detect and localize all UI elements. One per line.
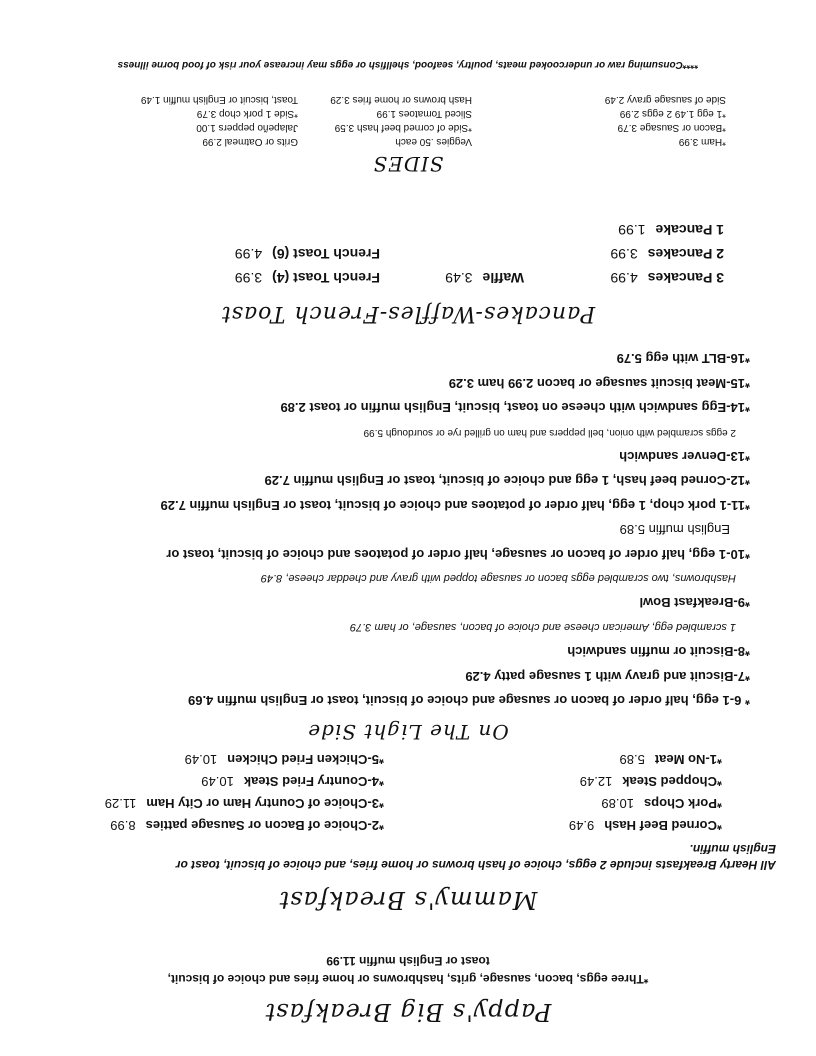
item-price: 10.49 <box>184 752 218 767</box>
mammys-intro-line1: All Hearty Breakfasts include 2 eggs, choice of hash browns or home fries, and choice of biscuit, toast or <box>175 858 776 872</box>
light-item-7: *7-Biscuit and gravy with 1 sausage patty 4.29 <box>465 668 750 684</box>
light-item-16: *16-BLT with egg 5.79 <box>616 351 750 367</box>
pancakes-col2 <box>445 266 524 290</box>
food-safety-warning: ****Consuming raw or undercooked meats, poultry, seafood, shellfish or eggs may increase your risk of food borne illness <box>117 59 699 70</box>
side-item: Toast, biscuit or English muffin 1.49 <box>140 94 298 105</box>
side-item: *Bacon or Sausage 3.79 <box>617 122 726 133</box>
pancake-item <box>610 266 724 290</box>
item-price: 10.89 <box>601 796 634 811</box>
light-item-13: *13-Denver sandwich <box>619 448 750 464</box>
item-name: 1 Pancake <box>655 222 724 238</box>
light-item-12: *12-Corned beef hash, 1 egg and choice of biscuit, toast or English muffin 7.29 <box>264 473 750 489</box>
side-item: *Side 1 pork chop 3.79 <box>196 108 298 119</box>
mammys-item <box>569 792 722 814</box>
mammys-left-list <box>569 748 722 836</box>
light-item-8: *8-Biscuit or muffin sandwich <box>567 644 750 660</box>
side-item: Sliced Tomatoes 1.99 <box>376 108 472 119</box>
item-name: 3 Pancakes <box>647 270 724 286</box>
item-name: *1-No Meat <box>654 752 722 767</box>
item-price: 9.49 <box>568 818 595 833</box>
pancakes-col3 <box>235 242 380 290</box>
item-price: 10.49 <box>201 774 234 789</box>
light-item-11: *11-1 pork chop, 1 egg, half order of potatoes and choice of biscuit, toast or English muffin 7.29 <box>160 497 750 513</box>
pancake-item <box>610 242 724 266</box>
item-price: 12.49 <box>579 774 613 789</box>
mammys-right-list <box>105 748 384 836</box>
pappys-line2: toast or English muffin 11.99 <box>326 954 490 968</box>
side-item: *Ham 3.99 <box>678 136 726 147</box>
mammys-item <box>105 748 384 770</box>
item-price: 3.99 <box>234 270 263 286</box>
french-toast-item <box>235 266 380 290</box>
light-title: On The Light Side <box>307 720 509 744</box>
pappys-line1: *Three eggs, bacon, sausage, grits, hashbrowns or home fries and choice of biscuit, <box>167 972 649 986</box>
item-price: 1.99 <box>618 222 646 238</box>
light-item-13-desc: 2 eggs scrambled with onion, bell peppers and ham on grilled rye or sourdough 5.99 <box>363 426 736 438</box>
item-price: 3.99 <box>610 246 638 262</box>
side-item: Side of sausage gravy 2.49 <box>604 94 726 105</box>
waffle-item <box>445 266 524 290</box>
pancake-item <box>610 218 724 242</box>
item-price: 4.99 <box>234 246 263 262</box>
light-list <box>30 346 750 712</box>
light-item-10-line1: *10-1 egg, half order of bacon or sausage, half order of potatoes and choice of biscuit, toast or <box>166 546 750 562</box>
mammys-item <box>569 770 722 792</box>
mammys-item <box>105 814 384 836</box>
sides-col3 <box>141 92 298 148</box>
side-item: Jalapeño peppers 1.00 <box>196 122 298 133</box>
item-name: *2-Choice of Bacon or Sausage patties <box>145 818 384 833</box>
item-name: *4-Country Fried Steak <box>243 774 384 789</box>
item-price: 8.99 <box>110 818 136 833</box>
light-item-6: * 6-1 egg, half order of bacon or sausage and choice of biscuit, toast or English muffin 4.69 <box>188 693 750 708</box>
sides-col1 <box>605 92 726 148</box>
side-item: Veggies .50 each <box>395 136 472 147</box>
light-item-9: *9-Breakfast Bowl <box>639 595 750 611</box>
pappys-title: Pappy's Big Breakfast <box>264 998 552 1026</box>
item-name: Waffle <box>482 270 524 286</box>
item-name: *Chopped Steak <box>622 774 722 789</box>
side-item: *1 egg 1.49 2 eggs 2.99 <box>619 108 726 119</box>
light-item-14: *14-Egg sandwich with cheese on toast, biscuit, English muffin or toast 2.89 <box>280 400 750 416</box>
light-item-8-desc: 1 scrambled egg, American cheese and choice of bacon, sausage, or ham 3.79 <box>349 620 736 633</box>
side-item: *Side of corned beef hash 3.59 <box>334 122 472 133</box>
side-item: Grits or Oatmeal 2.99 <box>202 136 298 147</box>
item-name: French Toast (6) <box>272 246 380 262</box>
mammys-item <box>105 792 384 814</box>
sides-title: SIDES <box>372 152 444 176</box>
light-item-15: *15-Meat biscuit sausage or bacon 2.99 ham 3.29 <box>448 375 750 391</box>
item-price: 11.29 <box>104 796 137 811</box>
side-item: Hash browns or home fries 3.29 <box>330 94 472 105</box>
item-name: *Corned Beef Hash <box>604 818 722 833</box>
light-item-10-line2: English muffin 5.89 <box>619 522 730 538</box>
sides-col2 <box>330 92 472 148</box>
item-price: 5.89 <box>619 752 645 767</box>
item-price: 3.49 <box>445 270 473 286</box>
mammys-item <box>569 814 722 836</box>
item-price: 4.99 <box>610 270 638 286</box>
mammys-item <box>105 770 384 792</box>
mammys-intro-line2: English muffin. <box>689 842 776 856</box>
mammys-title: Mammy's Breakfast <box>278 886 538 914</box>
item-name: French Toast (4) <box>272 270 380 286</box>
pancakes-title: Pancakes-Waffles-French Toast <box>220 301 596 326</box>
item-name: *5-Chicken Fried Chicken <box>227 752 384 767</box>
french-toast-item <box>235 242 380 266</box>
item-name: *Pork Chops <box>643 796 722 811</box>
light-item-9-desc: Hashbrowns, two scrambled eggs bacon or sausage topped with gravy and cheddar cheese, 8.49 <box>260 571 736 584</box>
pancakes-col1 <box>610 218 724 290</box>
mammys-item <box>569 748 722 770</box>
item-name: *3-Choice of Country Ham or City Ham <box>146 796 384 811</box>
item-name: 2 Pancakes <box>647 246 724 262</box>
